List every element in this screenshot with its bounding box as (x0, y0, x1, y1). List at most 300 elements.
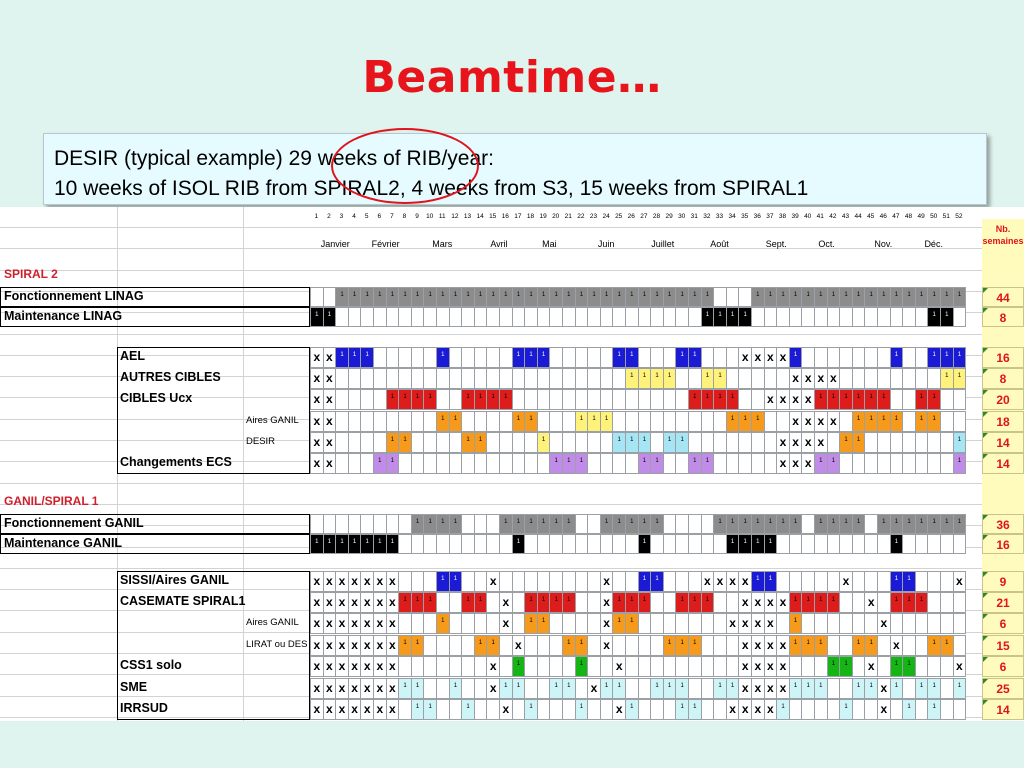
week-cell (940, 411, 954, 432)
week-cell (461, 411, 475, 432)
week-cell: 1 (827, 287, 841, 307)
detail-frame (117, 347, 310, 474)
row-sublabel: Aires GANIL (246, 415, 299, 426)
week-cell (486, 453, 500, 474)
week-cell: 1 (449, 571, 463, 592)
week-cell: 1 (474, 635, 488, 656)
week-cell: 1 (638, 432, 652, 453)
week-cell: 1 (789, 635, 803, 656)
week-cell: 1 (512, 656, 526, 677)
week-cell (764, 453, 778, 474)
week-cell (927, 432, 941, 453)
week-cell: 1 (423, 514, 437, 534)
week-cell: 1 (890, 347, 904, 368)
x-mark: x (600, 571, 614, 592)
week-cell (335, 389, 349, 410)
week-cell (310, 514, 324, 534)
week-cell: 1 (625, 347, 639, 368)
x-mark: x (776, 678, 790, 699)
week-cell (512, 453, 526, 474)
week-cell: 1 (663, 678, 677, 699)
week-cell (562, 571, 576, 592)
row-label: AUTRES CIBLES (120, 370, 221, 384)
week-cell (915, 453, 929, 474)
x-mark: x (789, 411, 803, 432)
week-cell (360, 368, 374, 389)
x-mark: x (323, 411, 337, 432)
week-cell: 1 (915, 592, 929, 613)
week-cell: 1 (915, 389, 929, 410)
x-mark: x (310, 368, 324, 389)
nb-semaines-value: 18 (982, 411, 1024, 432)
week-cell (625, 411, 639, 432)
week-cell (864, 699, 878, 720)
week-cell: 1 (953, 678, 967, 699)
x-mark: x (600, 635, 614, 656)
week-cell (512, 571, 526, 592)
week-cell (877, 307, 891, 327)
week-cell (449, 347, 463, 368)
week-cell (902, 411, 916, 432)
x-mark: x (360, 635, 374, 656)
week-cell (549, 571, 563, 592)
week-cell (650, 613, 664, 634)
week-cell: 1 (877, 514, 891, 534)
x-mark: x (348, 656, 362, 677)
week-cell (310, 287, 324, 307)
row-label: IRRSUD (120, 701, 168, 715)
week-cell (726, 368, 740, 389)
week-cell (398, 514, 412, 534)
week-cell (499, 571, 513, 592)
week-cell (638, 656, 652, 677)
week-cell (663, 592, 677, 613)
corner-tick (983, 636, 988, 641)
week-cell (663, 389, 677, 410)
week-cell (549, 347, 563, 368)
week-cell (587, 635, 601, 656)
week-cell (738, 368, 752, 389)
week-cell (915, 307, 929, 327)
week-cell (877, 635, 891, 656)
week-cell (688, 571, 702, 592)
x-mark: x (373, 613, 387, 634)
x-mark: x (726, 613, 740, 634)
week-number: 19 (539, 213, 547, 220)
week-cell (386, 514, 400, 534)
week-cell: 1 (953, 432, 967, 453)
week-cell: 1 (524, 287, 538, 307)
week-cell (524, 307, 538, 327)
week-cell (423, 656, 437, 677)
x-mark: x (360, 592, 374, 613)
week-cell: 1 (373, 287, 387, 307)
week-cell (827, 678, 841, 699)
week-number: 49 (917, 213, 925, 220)
week-number: 50 (930, 213, 938, 220)
week-cell (449, 635, 463, 656)
week-cell (398, 571, 412, 592)
week-cell (386, 411, 400, 432)
week-cell: 1 (927, 389, 941, 410)
week-cell: 1 (940, 307, 954, 327)
week-cell: 1 (940, 635, 954, 656)
corner-tick (983, 614, 988, 619)
week-cell (423, 613, 437, 634)
week-cell (360, 514, 374, 534)
week-cell: 1 (461, 432, 475, 453)
week-cell: 1 (789, 613, 803, 634)
week-cell: 1 (612, 613, 626, 634)
week-cell (537, 389, 551, 410)
week-number: 52 (955, 213, 963, 220)
week-cell (612, 411, 626, 432)
week-cell (323, 287, 337, 307)
week-cell (940, 432, 954, 453)
x-mark: x (348, 678, 362, 699)
week-cell: 1 (398, 635, 412, 656)
week-cell (864, 307, 878, 327)
corner-tick (983, 572, 988, 577)
week-cell: 1 (373, 534, 387, 554)
nb-semaines-value: 14 (982, 432, 1024, 453)
week-cell (537, 678, 551, 699)
week-cell: 1 (864, 287, 878, 307)
week-cell (524, 635, 538, 656)
week-cell (411, 307, 425, 327)
corner-tick (983, 369, 988, 374)
week-cell (537, 411, 551, 432)
week-cell (650, 699, 664, 720)
week-cell (386, 347, 400, 368)
week-cell: 1 (852, 287, 866, 307)
week-cell (650, 411, 664, 432)
x-mark: x (348, 571, 362, 592)
week-cell (499, 307, 513, 327)
week-cell: 1 (348, 347, 362, 368)
week-cell: 1 (701, 592, 715, 613)
x-mark: x (776, 656, 790, 677)
x-mark: x (373, 699, 387, 720)
x-mark: x (323, 678, 337, 699)
week-cell (600, 656, 614, 677)
grid-line (0, 568, 1024, 569)
week-cell (537, 534, 551, 554)
week-cell (360, 432, 374, 453)
week-cell (461, 656, 475, 677)
x-mark: x (386, 592, 400, 613)
corner-tick (983, 679, 988, 684)
week-cell: 1 (449, 411, 463, 432)
week-cell (549, 613, 563, 634)
x-mark: x (726, 699, 740, 720)
week-cell (827, 699, 841, 720)
week-number: 17 (514, 213, 522, 220)
week-cell: 1 (915, 678, 929, 699)
week-cell (827, 307, 841, 327)
week-cell (839, 347, 853, 368)
week-cell (537, 635, 551, 656)
x-mark: x (323, 347, 337, 368)
week-cell (411, 368, 425, 389)
week-cell: 1 (474, 432, 488, 453)
week-cell: 1 (360, 347, 374, 368)
week-cell (940, 571, 954, 592)
week-number: 3 (339, 213, 344, 220)
week-cell: 1 (814, 514, 828, 534)
week-cell: 1 (638, 534, 652, 554)
row-label: Maintenance LINAG (4, 309, 123, 323)
week-cell: 1 (499, 389, 513, 410)
week-number: 12 (451, 213, 459, 220)
week-cell (776, 411, 790, 432)
week-cell: 1 (650, 368, 664, 389)
nb-semaines-value: 8 (982, 307, 1024, 327)
week-cell (562, 347, 576, 368)
week-number: 20 (552, 213, 560, 220)
week-cell (612, 534, 626, 554)
week-cell: 1 (625, 432, 639, 453)
week-cell: 1 (575, 699, 589, 720)
week-cell: 1 (562, 514, 576, 534)
row-label: Fonctionnement GANIL (4, 516, 144, 530)
week-cell: 1 (486, 635, 500, 656)
week-cell (764, 432, 778, 453)
week-cell (852, 347, 866, 368)
week-cell (461, 347, 475, 368)
x-mark: x (386, 613, 400, 634)
week-cell: 1 (890, 571, 904, 592)
week-cell: 1 (953, 287, 967, 307)
week-cell (650, 635, 664, 656)
slide-title: Beamtime… (362, 52, 662, 103)
x-mark: x (864, 592, 878, 613)
week-cell (801, 534, 815, 554)
week-cell (575, 389, 589, 410)
week-cell (638, 635, 652, 656)
week-cell (663, 453, 677, 474)
week-cell (738, 389, 752, 410)
week-cell (638, 307, 652, 327)
week-cell (499, 635, 513, 656)
section-title: GANIL/SPIRAL 1 (4, 494, 99, 508)
week-cell: 1 (625, 592, 639, 613)
week-number: 34 (728, 213, 736, 220)
week-cell (612, 307, 626, 327)
week-cell: 1 (423, 287, 437, 307)
row-label: SISSI/Aires GANIL (120, 573, 230, 587)
month-label: Sept. (765, 239, 787, 249)
week-cell: 1 (915, 411, 929, 432)
week-cell: 1 (927, 678, 941, 699)
week-cell (638, 411, 652, 432)
month-label: Avril (490, 239, 508, 249)
x-mark: x (373, 592, 387, 613)
x-mark: x (738, 656, 752, 677)
x-mark: x (764, 678, 778, 699)
x-mark: x (373, 635, 387, 656)
week-cell (877, 592, 891, 613)
week-cell (839, 534, 853, 554)
week-cell: 1 (549, 592, 563, 613)
week-cell: 1 (638, 592, 652, 613)
week-cell (814, 307, 828, 327)
week-cell (549, 368, 563, 389)
week-cell (373, 432, 387, 453)
week-cell (587, 307, 601, 327)
week-cell (423, 307, 437, 327)
x-mark: x (310, 411, 324, 432)
week-cell: 1 (575, 287, 589, 307)
week-cell: 1 (675, 699, 689, 720)
week-cell (650, 592, 664, 613)
week-cell: 1 (701, 287, 715, 307)
row-box (0, 287, 310, 307)
week-cell (915, 613, 929, 634)
week-cell (398, 368, 412, 389)
x-mark: x (335, 571, 349, 592)
week-cell (486, 613, 500, 634)
x-mark: x (323, 389, 337, 410)
week-number: 33 (715, 213, 724, 220)
week-cell (549, 699, 563, 720)
week-cell: 1 (411, 635, 425, 656)
week-cell (549, 411, 563, 432)
corner-tick (983, 390, 988, 395)
week-cell (575, 678, 589, 699)
week-cell: 1 (852, 514, 866, 534)
week-cell (864, 613, 878, 634)
week-cell (675, 368, 689, 389)
x-mark: x (776, 432, 790, 453)
week-cell: 1 (852, 432, 866, 453)
week-cell (852, 571, 866, 592)
week-number: 51 (942, 213, 950, 220)
week-cell (537, 571, 551, 592)
week-cell: 1 (852, 389, 866, 410)
week-cell: 1 (436, 287, 450, 307)
week-cell: 1 (852, 678, 866, 699)
x-mark: x (801, 368, 815, 389)
week-cell: 1 (323, 534, 337, 554)
x-mark: x (360, 678, 374, 699)
week-cell (940, 656, 954, 677)
week-cell (764, 368, 778, 389)
week-cell (638, 678, 652, 699)
week-cell (360, 307, 374, 327)
week-cell: 1 (927, 699, 941, 720)
week-cell (512, 699, 526, 720)
week-cell (726, 287, 740, 307)
week-cell: 1 (827, 389, 841, 410)
x-mark: x (499, 592, 513, 613)
week-cell (436, 699, 450, 720)
week-cell (776, 613, 790, 634)
week-number: 45 (867, 213, 875, 220)
week-cell (650, 656, 664, 677)
week-cell (688, 514, 702, 534)
week-cell: 1 (839, 656, 853, 677)
x-mark: x (764, 635, 778, 656)
week-cell (335, 411, 349, 432)
week-cell (953, 635, 967, 656)
week-cell: 1 (738, 534, 752, 554)
week-cell (549, 389, 563, 410)
week-cell (386, 307, 400, 327)
week-cell: 1 (713, 514, 727, 534)
week-cell: 1 (701, 307, 715, 327)
week-cell: 1 (890, 287, 904, 307)
week-cell: 1 (801, 678, 815, 699)
week-cell (423, 432, 437, 453)
week-cell (701, 514, 715, 534)
week-number: 36 (753, 213, 761, 220)
week-cell (575, 514, 589, 534)
week-cell (764, 307, 778, 327)
week-cell: 1 (512, 287, 526, 307)
week-cell: 1 (386, 432, 400, 453)
week-cell (675, 307, 689, 327)
week-cell (373, 368, 387, 389)
week-cell (864, 453, 878, 474)
week-cell: 1 (814, 453, 828, 474)
week-cell: 1 (864, 411, 878, 432)
nb-semaines-value: 20 (982, 389, 1024, 410)
corner-tick (983, 535, 988, 540)
week-cell: 1 (562, 287, 576, 307)
week-number: 13 (463, 213, 472, 220)
week-cell: 1 (852, 411, 866, 432)
week-cell (751, 432, 765, 453)
week-cell: 1 (423, 699, 437, 720)
week-cell (902, 347, 916, 368)
week-cell (436, 432, 450, 453)
x-mark: x (801, 432, 815, 453)
x-mark: x (386, 635, 400, 656)
week-cell: 1 (436, 613, 450, 634)
nb-semaines-value: 25 (982, 678, 1024, 699)
week-cell (638, 613, 652, 634)
week-cell: 1 (726, 678, 740, 699)
week-cell (839, 307, 853, 327)
week-cell: 1 (726, 307, 740, 327)
week-cell: 1 (537, 514, 551, 534)
week-cell (587, 699, 601, 720)
week-cell (612, 389, 626, 410)
week-cell: 1 (323, 307, 337, 327)
week-cell: 1 (864, 389, 878, 410)
week-cell (713, 613, 727, 634)
week-cell (827, 571, 841, 592)
week-cell (625, 678, 639, 699)
week-cell: 1 (373, 453, 387, 474)
week-number: 27 (640, 213, 648, 220)
week-cell: 1 (449, 678, 463, 699)
week-cell (827, 613, 841, 634)
week-cell (915, 656, 929, 677)
week-cell (953, 592, 967, 613)
week-cell (789, 534, 803, 554)
week-cell: 1 (474, 389, 488, 410)
week-cell (335, 368, 349, 389)
week-cell (461, 613, 475, 634)
week-cell (953, 411, 967, 432)
week-cell (587, 368, 601, 389)
week-cell (512, 368, 526, 389)
nb-semaines-value: 16 (982, 347, 1024, 368)
x-mark: x (776, 592, 790, 613)
week-cell: 1 (411, 287, 425, 307)
